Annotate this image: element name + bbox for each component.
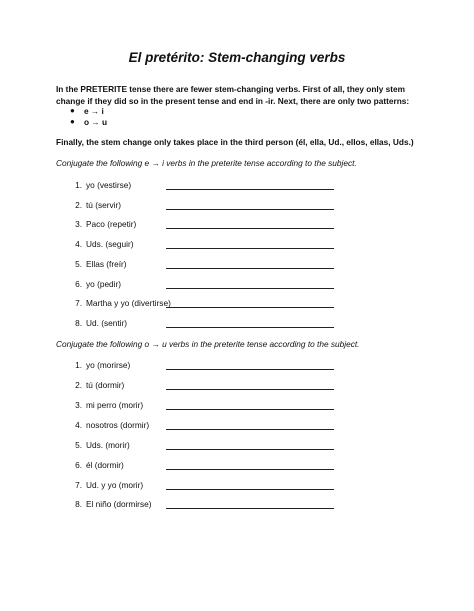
answer-line[interactable] bbox=[166, 508, 334, 509]
exercise-item bbox=[56, 380, 356, 392]
exercise-item bbox=[56, 400, 356, 412]
item-number: 5. bbox=[75, 440, 82, 450]
exercise-item bbox=[56, 499, 356, 511]
answer-line[interactable] bbox=[166, 429, 334, 430]
page-title: El pretérito: Stem-changing verbs bbox=[128, 50, 346, 65]
pattern-list bbox=[70, 106, 107, 127]
item-prompt: Uds. (morir) bbox=[86, 440, 130, 450]
item-prompt: mi perro (morir) bbox=[86, 400, 144, 410]
pattern-text: o → u bbox=[84, 116, 108, 127]
item-number: 3. bbox=[75, 400, 82, 410]
bullet-icon: ● bbox=[70, 116, 75, 126]
item-prompt: Martha y yo (divertirse) bbox=[86, 298, 171, 308]
item-prompt: él (dormir) bbox=[86, 460, 124, 470]
bullet-icon: ● bbox=[70, 106, 75, 115]
pattern-item bbox=[70, 117, 107, 128]
answer-line[interactable] bbox=[166, 469, 334, 470]
item-number: 6. bbox=[75, 279, 82, 289]
answer-line[interactable] bbox=[166, 369, 334, 370]
section2-instruction: Conjugate the following o → u verbs in the preterite tense according to the subject. bbox=[56, 339, 360, 349]
item-number: 7. bbox=[75, 480, 82, 490]
pattern-text: e → i bbox=[84, 106, 104, 116]
item-prompt: yo (pedir) bbox=[86, 279, 122, 289]
answer-line[interactable] bbox=[166, 489, 334, 490]
exercise-item bbox=[56, 180, 356, 192]
answer-line[interactable] bbox=[166, 189, 334, 190]
answer-line[interactable] bbox=[166, 449, 334, 450]
exercise-item bbox=[56, 420, 356, 432]
exercise-item bbox=[56, 219, 356, 231]
answer-line[interactable] bbox=[166, 268, 334, 269]
item-number: 4. bbox=[75, 420, 82, 430]
item-number: 4. bbox=[75, 239, 82, 249]
item-number: 7. bbox=[75, 298, 82, 308]
exercise-item bbox=[56, 360, 356, 372]
intro-paragraph: In the PRETERITE tense there are fewer stem-changing verbs. First of all, they only stem change if they did so in the present tense and end in -ir. Next, there are only two patterns: bbox=[56, 84, 410, 106]
item-prompt: Uds. (seguir) bbox=[86, 239, 134, 249]
exercise-item bbox=[56, 279, 356, 291]
section1-instruction: Conjugate the following e → i verbs in the preterite tense according to the subject. bbox=[56, 158, 357, 168]
item-number: 3. bbox=[75, 219, 82, 229]
item-number: 1. bbox=[75, 360, 82, 370]
exercise-item bbox=[56, 460, 356, 472]
item-prompt: Ud. y yo (morir) bbox=[86, 480, 144, 490]
pattern-item bbox=[70, 106, 107, 117]
answer-line[interactable] bbox=[166, 307, 334, 308]
item-prompt: tú (dormir) bbox=[86, 380, 125, 390]
answer-line[interactable] bbox=[166, 288, 334, 289]
item-number: 6. bbox=[75, 460, 82, 470]
item-prompt: yo (morirse) bbox=[86, 360, 131, 370]
exercise-item bbox=[56, 298, 356, 310]
exercise-item bbox=[56, 440, 356, 452]
item-prompt: tú (servir) bbox=[86, 200, 122, 210]
item-prompt: Paco (repetir) bbox=[86, 219, 137, 229]
item-number: 5. bbox=[75, 259, 82, 269]
exercise-item bbox=[56, 318, 356, 330]
item-number: 8. bbox=[75, 318, 82, 328]
exercise-item bbox=[56, 239, 356, 251]
answer-line[interactable] bbox=[166, 248, 334, 249]
item-number: 2. bbox=[75, 200, 82, 210]
exercise-item bbox=[56, 200, 356, 212]
item-number: 2. bbox=[75, 380, 82, 390]
item-prompt: Ud. (sentir) bbox=[86, 318, 128, 328]
answer-line[interactable] bbox=[166, 409, 334, 410]
exercise-item bbox=[56, 259, 356, 271]
answer-line[interactable] bbox=[166, 389, 334, 390]
finally-note: Finally, the stem change only takes place in the third person (él, ella, Ud., ellos, ellas, Uds.) bbox=[56, 137, 414, 147]
item-prompt: nosotros (dormir) bbox=[86, 420, 150, 430]
answer-line[interactable] bbox=[166, 228, 334, 229]
item-prompt: Ellas (freír) bbox=[86, 259, 127, 269]
answer-line[interactable] bbox=[166, 327, 334, 328]
item-prompt: yo (vestirse) bbox=[86, 180, 132, 190]
item-number: 8. bbox=[75, 499, 82, 509]
item-prompt: El niño (dormirse) bbox=[86, 499, 152, 509]
answer-line[interactable] bbox=[166, 209, 334, 210]
exercise-item bbox=[56, 480, 356, 492]
item-number: 1. bbox=[75, 180, 82, 190]
